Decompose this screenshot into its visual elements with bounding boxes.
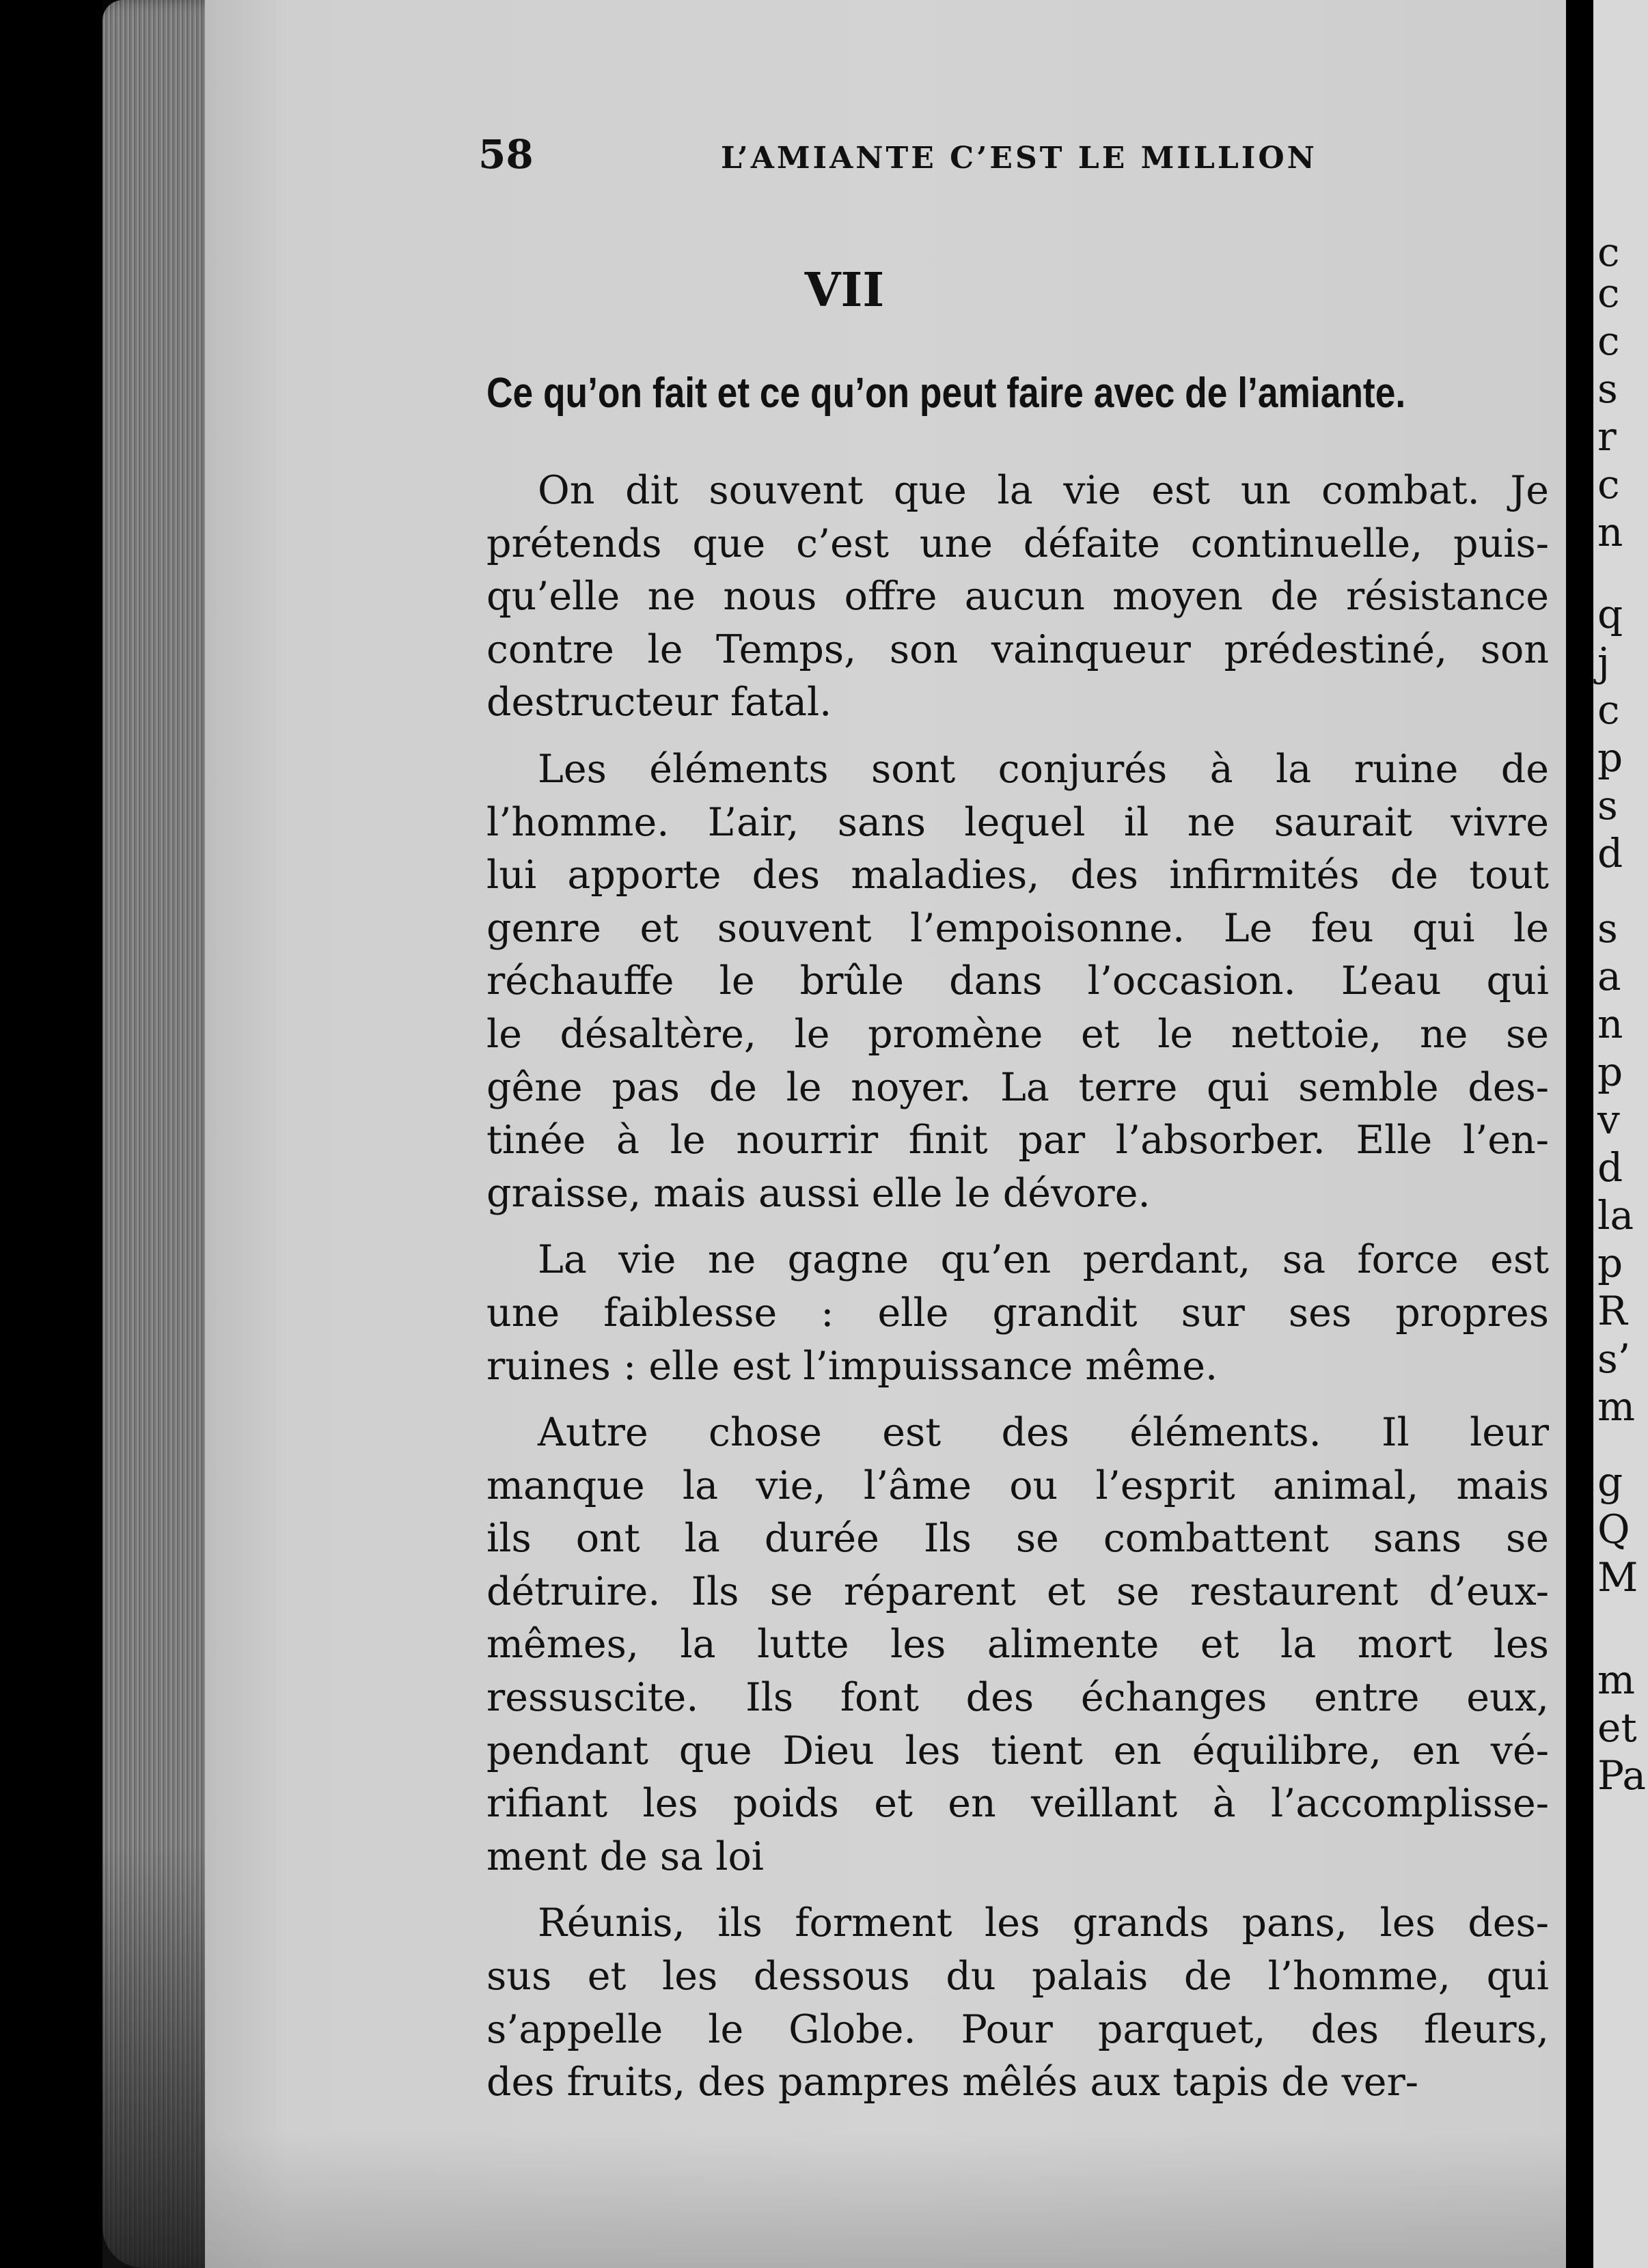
text-line: ils ont la durée Ils se combattent sans se xyxy=(486,1516,1549,1562)
next-page-fragment: la xyxy=(1597,1192,1634,1239)
text-line: pendant que Dieu les tient en équilibre, en vé- xyxy=(486,1728,1549,1773)
next-page-fragment: c xyxy=(1597,318,1620,364)
next-page-fragment: et xyxy=(1597,1704,1637,1751)
text-line: genre et souvent l’empoisonne. Le feu qui le xyxy=(486,905,1549,951)
next-page-fragment: j xyxy=(1597,639,1610,685)
next-page-fragment: c xyxy=(1597,687,1620,733)
next-page-fragment: s xyxy=(1597,905,1618,952)
text-line: des fruits, des pampres mêlés aux tapis de ver- xyxy=(486,2060,1419,2105)
text-line: destructeur fatal. xyxy=(486,680,832,725)
next-page-fragment: M xyxy=(1597,1554,1638,1601)
text-line: manque la vie, l’âme ou l’esprit animal, mais xyxy=(486,1463,1549,1508)
paragraph xyxy=(486,1234,1549,1393)
next-page-fragment: R xyxy=(1597,1288,1628,1334)
next-page-fragment: n xyxy=(1597,1001,1623,1047)
text-line: ment de sa loi xyxy=(486,1834,764,1879)
next-page-fragment: p xyxy=(1597,1049,1623,1095)
text-line: ruines : elle est l’impuissance même. xyxy=(486,1343,1218,1389)
text-line: graisse, mais aussi elle le dévore. xyxy=(486,1170,1151,1216)
text-line: détruire. Ils se réparent et se restaurent d’eux- xyxy=(486,1568,1549,1614)
paragraph xyxy=(486,465,1549,730)
paragraph xyxy=(486,1897,1549,2109)
text-line: réchauffe le brûle dans l’occasion. L’eau qui xyxy=(486,958,1549,1004)
text-line: sus et les dessous du palais de l’homme, qui xyxy=(486,1954,1549,2000)
page-edge-shadow xyxy=(102,1844,219,2268)
next-page-fragment: n xyxy=(1597,509,1623,555)
page-number: 58 xyxy=(478,131,534,178)
text-line: La vie ne gagne qu’en perdant, sa force est xyxy=(538,1237,1549,1283)
next-page-sliver xyxy=(1593,0,1648,2268)
chapter-title: Ce qu’on fait et ce qu’on peut faire avec de l’amiante. xyxy=(486,370,1406,417)
chapter-number: VII xyxy=(804,263,885,318)
text-line: tinée à le nourrir finit par l’absorber. Elle l’en- xyxy=(486,1118,1549,1163)
paragraph-gap xyxy=(486,1220,1549,1234)
next-page-fragment: s xyxy=(1597,365,1618,412)
text-line: l’homme. L’air, sans lequel il ne saurait vivre xyxy=(486,799,1549,845)
text-line: Autre chose est des éléments. Il leur xyxy=(538,1410,1549,1456)
next-page-fragment: c xyxy=(1597,270,1620,316)
next-page-fragment: c xyxy=(1597,461,1620,508)
paragraph xyxy=(486,743,1549,1220)
page-header xyxy=(478,131,1503,179)
text-line: rifiant les poids et en veillant à l’accomplisse- xyxy=(486,1781,1549,1827)
body-text xyxy=(486,465,1549,2110)
text-line: mêmes, la lutte les alimente et la mort les xyxy=(486,1622,1549,1668)
paragraph-gap xyxy=(486,730,1549,743)
text-line: gêne pas de le noyer. La terre qui semble des- xyxy=(486,1064,1549,1110)
page-bottom-shadow xyxy=(205,2131,1585,2268)
text-line: contre le Temps, son vainqueur prédestiné, son xyxy=(486,626,1549,672)
paragraph-gap xyxy=(486,1883,1549,1897)
next-page-fragment: v xyxy=(1597,1096,1620,1143)
text-line: lui apporte des maladies, des infirmités de tout xyxy=(486,853,1549,898)
next-page-fragment: Q xyxy=(1597,1506,1630,1553)
paragraph xyxy=(486,1407,1549,1883)
next-page-fragment: d xyxy=(1597,1144,1623,1191)
next-page-fragment: Pa xyxy=(1597,1752,1646,1799)
next-page-fragment: q xyxy=(1597,591,1623,637)
text-line: prétends que c’est une défaite continuelle, puis- xyxy=(486,521,1549,566)
next-page-fragment: p xyxy=(1597,734,1623,781)
running-title: L’AMIANTE C’EST LE MILLION xyxy=(721,141,1317,176)
text-line: s’appelle le Globe. Pour parquet, des fleurs, xyxy=(486,2006,1549,2052)
next-page-fragment: s xyxy=(1597,782,1618,829)
next-page-fragment: g xyxy=(1597,1458,1623,1505)
book-gutter xyxy=(1566,0,1593,2268)
next-page-fragment: m xyxy=(1597,1383,1635,1430)
text-line: ressuscite. Ils font des échanges entre eux, xyxy=(486,1675,1549,1721)
text-line: Les éléments sont conjurés à la ruine de xyxy=(538,746,1549,792)
scan-border xyxy=(0,0,102,2268)
next-page-fragment: a xyxy=(1597,953,1621,999)
next-page-fragment: s’ xyxy=(1597,1336,1631,1382)
text-line: Réunis, ils forment les grands pans, les des- xyxy=(538,1900,1549,1946)
next-page-fragment: d xyxy=(1597,830,1623,876)
next-page-fragment: c xyxy=(1597,229,1620,275)
text-line: qu’elle ne nous offre aucun moyen de résistance xyxy=(486,574,1549,620)
next-page-fragment: m xyxy=(1597,1657,1635,1703)
text-line: une faiblesse : elle grandit sur ses propres xyxy=(486,1290,1549,1336)
next-page-fragment: r xyxy=(1597,413,1617,460)
text-line: le désaltère, le promène et le nettoie, ne se xyxy=(486,1011,1549,1057)
paragraph-gap xyxy=(486,1393,1549,1407)
next-page-fragment: p xyxy=(1597,1240,1623,1286)
text-line: On dit souvent que la vie est un combat. Je xyxy=(538,468,1549,513)
